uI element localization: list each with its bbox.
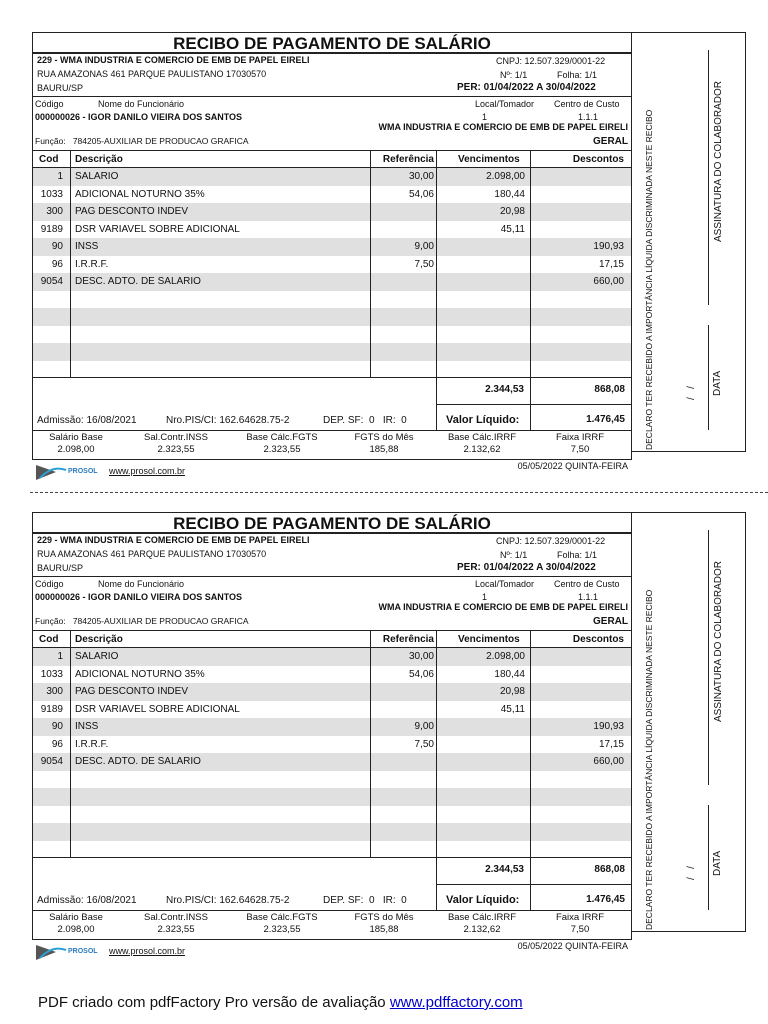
col-divider <box>370 151 371 377</box>
cell-ref: 54,06 <box>408 668 434 680</box>
divider <box>32 96 632 97</box>
base-label: Salário Base <box>49 432 103 443</box>
cell-cod: 9189 <box>40 703 63 715</box>
cell-ref: 7,50 <box>414 738 434 750</box>
pis-number: Nro.PIS/CI: 162.64628.75-2 <box>166 895 290 906</box>
cell-descs: 17,15 <box>598 738 624 750</box>
period: PER: 01/04/2022 A 30/04/2022 <box>457 562 596 573</box>
table-row <box>33 186 631 204</box>
admission-date: Admissão: 16/08/2021 <box>37 415 137 426</box>
base-value: 185,88 <box>369 924 399 935</box>
cell-cod: 90 <box>51 721 63 732</box>
company-address: RUA AMAZONAS 461 PARQUE PAULISTANO 17030570 <box>37 69 267 79</box>
receipt-title: RECIBO DE PAGAMENTO DE SALÁRIO <box>32 32 632 53</box>
cell-desc: DSR VARIAVEL SOBRE ADICIONAL <box>75 223 240 235</box>
date-line[interactable] <box>708 805 709 910</box>
cell-desc: DESC. ADTO. DE SALARIO <box>75 276 201 287</box>
cell-venc: 20,98 <box>499 686 525 697</box>
empty-row <box>33 343 631 361</box>
receipt-title: RECIBO DE PAGAMENTO DE SALÁRIO <box>32 512 632 533</box>
header-ref: Referência <box>382 634 434 645</box>
header-ref: Referência <box>382 154 434 165</box>
cell-desc: ADICIONAL NOTURNO 35% <box>75 668 205 680</box>
table-row <box>33 718 631 736</box>
header-desc: Descrição <box>75 154 123 165</box>
signature-label: ASSINATURA DO COLABORADOR <box>713 561 724 722</box>
base-value: 2.323,55 <box>263 444 301 455</box>
cell-venc: 20,98 <box>499 206 525 217</box>
table-row <box>33 273 631 291</box>
cell-venc: 180,44 <box>494 668 525 680</box>
function-value: 784205-AUXILIAR DE PRODUCAO GRAFICA <box>72 136 249 146</box>
local-value: 1 <box>482 592 488 602</box>
cost-center-name: GERAL <box>593 136 628 147</box>
cell-desc: INSS <box>75 241 99 252</box>
header-descontos: Descontos <box>572 634 624 645</box>
base-value: 2.132,62 <box>463 924 501 935</box>
cell-ref: 9,00 <box>414 721 434 732</box>
divider <box>32 910 632 911</box>
date-label: DATA <box>712 850 723 876</box>
cell-cod: 300 <box>46 686 63 697</box>
base-label: Faixa IRRF <box>555 912 605 923</box>
footer-text: PDF criado com pdfFactory Pro versão de avaliação <box>38 994 390 1011</box>
base-label: FGTS do Mês <box>354 912 414 923</box>
table-header <box>33 631 631 649</box>
cost-center-label: Centro de Custo <box>554 99 620 109</box>
empty-row <box>33 823 631 841</box>
cell-desc: I.R.R.F. <box>75 738 109 750</box>
divider <box>32 430 632 431</box>
empty-row <box>33 771 631 789</box>
cnpj: CNPJ: 12.507.329/0001-22 <box>496 56 606 66</box>
cell-desc: INSS <box>75 721 99 732</box>
cell-cod: 90 <box>51 241 63 252</box>
local-name: WMA INDUSTRIA E COMERCIO DE EMB DE PAPEL EIRELI <box>378 122 628 132</box>
cell-venc: 2.098,00 <box>486 651 525 662</box>
header-desc: Descrição <box>75 634 123 645</box>
base-value: 2.098,00 <box>57 924 95 935</box>
print-date: 05/05/2022 QUINTA-FEIRA <box>517 941 628 951</box>
empty-row <box>33 291 631 309</box>
cell-cod: 9054 <box>40 276 63 287</box>
declaration-text: DECLARO TER RECEBIDO A IMPORTÂNCIA LÍQUIDA DISCRIMINADA NESTE RECIBO <box>644 589 654 930</box>
company-name: 229 - WMA INDUSTRIA E COMERCIO DE EMB DE PAPEL EIRELI <box>37 55 310 65</box>
receipt-number: Nº: 1/1 <box>500 550 528 560</box>
base-value: 7,50 <box>570 924 590 935</box>
name-label: Nome do Funcionário <box>98 579 185 589</box>
cell-desc: DSR VARIAVEL SOBRE ADICIONAL <box>75 703 240 715</box>
company-name: 229 - WMA INDUSTRIA E COMERCIO DE EMB DE PAPEL EIRELI <box>37 535 310 545</box>
declaration-text: DECLARO TER RECEBIDO A IMPORTÂNCIA LÍQUIDA DISCRIMINADA NESTE RECIBO <box>644 109 654 450</box>
base-label: Salário Base <box>49 912 103 923</box>
function-label: Função: <box>35 616 66 626</box>
net-value-label: Valor Líquido: <box>446 894 520 906</box>
signature-line[interactable] <box>708 50 709 305</box>
col-divider <box>436 631 437 910</box>
cost-center-name: GERAL <box>593 616 628 627</box>
table-row <box>33 648 631 666</box>
table-row <box>33 666 631 684</box>
local-label: Local/Tomador <box>475 579 535 589</box>
divider <box>32 857 632 858</box>
empty-row <box>33 788 631 806</box>
table-row <box>33 736 631 754</box>
net-value: 1.476,45 <box>586 894 625 905</box>
cell-desc: PAG DESCONTO INDEV <box>75 206 188 217</box>
cost-center-label: Centro de Custo <box>554 579 620 589</box>
date-line[interactable] <box>708 325 709 430</box>
cell-desc: SALARIO <box>75 651 119 662</box>
payslip <box>0 480 768 956</box>
prosol-logo <box>34 941 98 963</box>
base-value: 2.323,55 <box>263 924 301 935</box>
cost-center-value: 1.1.1 <box>578 592 599 602</box>
pdf-footer <box>38 994 523 1011</box>
employee-name: 000000026 - IGOR DANILO VIEIRA DOS SANTOS <box>35 112 243 122</box>
cell-cod: 1033 <box>40 188 63 200</box>
base-value: 2.323,55 <box>157 444 195 455</box>
local-value: 1 <box>482 112 488 122</box>
table-row <box>33 203 631 221</box>
dependents: DEP. SF: 0 IR: 0 <box>323 895 407 906</box>
print-date: 05/05/2022 QUINTA-FEIRA <box>517 461 628 471</box>
total-descontos: 868,08 <box>594 384 625 395</box>
cell-ref: 54,06 <box>408 188 434 200</box>
cell-descs: 660,00 <box>593 756 624 767</box>
net-value: 1.476,45 <box>586 414 625 425</box>
empty-row <box>33 806 631 824</box>
code-label: Código <box>35 579 64 589</box>
local-name: WMA INDUSTRIA E COMERCIO DE EMB DE PAPEL EIRELI <box>378 602 628 612</box>
empty-row <box>33 308 631 326</box>
cell-descs: 190,93 <box>593 241 624 252</box>
cell-ref: 30,00 <box>408 171 434 182</box>
cell-cod: 1033 <box>40 668 63 680</box>
svg-text:PROSOL: PROSOL <box>68 468 98 475</box>
base-label: Base Cálc.IRRF <box>447 432 517 443</box>
header-cod: Cod <box>39 634 59 645</box>
total-descontos: 868,08 <box>594 864 625 875</box>
cell-desc: DESC. ADTO. DE SALARIO <box>75 756 201 767</box>
base-value: 2.098,00 <box>57 444 95 455</box>
base-value: 2.323,55 <box>157 924 195 935</box>
cell-cod: 9054 <box>40 756 63 767</box>
cell-desc: I.R.R.F. <box>75 258 109 270</box>
col-divider <box>436 151 437 430</box>
header-venc: Vencimentos <box>458 634 520 645</box>
pdffactory-link[interactable]: www.pdffactory.com <box>389 994 523 1011</box>
company-city: BAURU/SP <box>37 83 84 93</box>
table-row <box>33 256 631 274</box>
base-label: Base Cálc.FGTS <box>246 912 318 923</box>
col-divider <box>70 631 71 857</box>
svg-text:PROSOL: PROSOL <box>68 948 98 955</box>
cell-venc: 45,11 <box>500 703 525 715</box>
date-slashes: / / <box>686 866 697 880</box>
header-venc: Vencimentos <box>458 154 520 165</box>
cell-ref: 7,50 <box>414 258 434 270</box>
col-divider <box>530 151 531 430</box>
divider <box>436 884 632 885</box>
table-row <box>33 753 631 771</box>
cnpj: CNPJ: 12.507.329/0001-22 <box>496 536 606 546</box>
receipt-number: Nº: 1/1 <box>500 70 528 80</box>
employee-name: 000000026 - IGOR DANILO VIEIRA DOS SANTOS <box>35 592 243 602</box>
cell-cod: 96 <box>51 258 63 270</box>
cell-venc: 2.098,00 <box>486 171 525 182</box>
base-value: 2.132,62 <box>463 444 501 455</box>
cell-cod: 9189 <box>40 223 63 235</box>
local-label: Local/Tomador <box>475 99 535 109</box>
admission-date: Admissão: 16/08/2021 <box>37 895 137 906</box>
cell-desc: ADICIONAL NOTURNO 35% <box>75 188 205 200</box>
base-label: FGTS do Mês <box>354 432 414 443</box>
table-header <box>33 151 631 169</box>
net-value-label: Valor Líquido: <box>446 414 520 426</box>
payslip <box>0 0 768 476</box>
prosol-link[interactable]: www.prosol.com.br <box>109 946 186 956</box>
total-vencimentos: 2.344,53 <box>485 384 524 395</box>
company-city: BAURU/SP <box>37 563 84 573</box>
date-label: DATA <box>712 370 723 396</box>
cost-center-value: 1.1.1 <box>578 112 599 122</box>
base-label: Faixa IRRF <box>555 432 605 443</box>
empty-row <box>33 326 631 344</box>
base-label: Sal.Contr.INSS <box>144 432 208 443</box>
company-address: RUA AMAZONAS 461 PARQUE PAULISTANO 17030570 <box>37 549 267 559</box>
signature-line[interactable] <box>708 530 709 785</box>
cell-descs: 660,00 <box>593 276 624 287</box>
cell-cod: 300 <box>46 206 63 217</box>
cell-ref: 9,00 <box>414 241 434 252</box>
function-label: Função: <box>35 136 66 146</box>
pis-number: Nro.PIS/CI: 162.64628.75-2 <box>166 415 290 426</box>
cell-descs: 190,93 <box>593 721 624 732</box>
table-row <box>33 238 631 256</box>
name-label: Nome do Funcionário <box>98 99 185 109</box>
base-label: Base Cálc.IRRF <box>447 912 517 923</box>
cell-venc: 180,44 <box>494 188 525 200</box>
header-descontos: Descontos <box>572 154 624 165</box>
base-label: Base Cálc.FGTS <box>246 432 318 443</box>
table-row <box>33 221 631 239</box>
sheet-number: Folha: 1/1 <box>557 70 598 80</box>
function-value: 784205-AUXILIAR DE PRODUCAO GRAFICA <box>72 616 249 626</box>
prosol-link[interactable]: www.prosol.com.br <box>109 466 186 476</box>
col-divider <box>370 631 371 857</box>
total-vencimentos: 2.344,53 <box>485 864 524 875</box>
date-slashes: / / <box>686 386 697 400</box>
cell-cod: 96 <box>51 738 63 750</box>
table-row <box>33 701 631 719</box>
col-divider <box>70 151 71 377</box>
divider <box>436 404 632 405</box>
cell-desc: PAG DESCONTO INDEV <box>75 686 188 697</box>
base-value: 185,88 <box>369 444 399 455</box>
sheet-number: Folha: 1/1 <box>557 550 598 560</box>
base-value: 7,50 <box>570 444 590 455</box>
col-divider <box>530 631 531 910</box>
table-row <box>33 683 631 701</box>
divider <box>32 576 632 577</box>
signature-label: ASSINATURA DO COLABORADOR <box>713 81 724 242</box>
code-label: Código <box>35 99 64 109</box>
divider <box>32 377 632 378</box>
cell-ref: 30,00 <box>408 651 434 662</box>
base-label: Sal.Contr.INSS <box>144 912 208 923</box>
dependents: DEP. SF: 0 IR: 0 <box>323 415 407 426</box>
empty-row <box>33 841 631 859</box>
cell-venc: 45,11 <box>500 223 525 235</box>
cell-cod: 1 <box>57 651 63 662</box>
cell-desc: SALARIO <box>75 171 119 182</box>
cell-cod: 1 <box>57 171 63 182</box>
table-row <box>33 168 631 186</box>
cell-descs: 17,15 <box>598 258 624 270</box>
period: PER: 01/04/2022 A 30/04/2022 <box>457 82 596 93</box>
header-cod: Cod <box>39 154 59 165</box>
empty-row <box>33 361 631 379</box>
